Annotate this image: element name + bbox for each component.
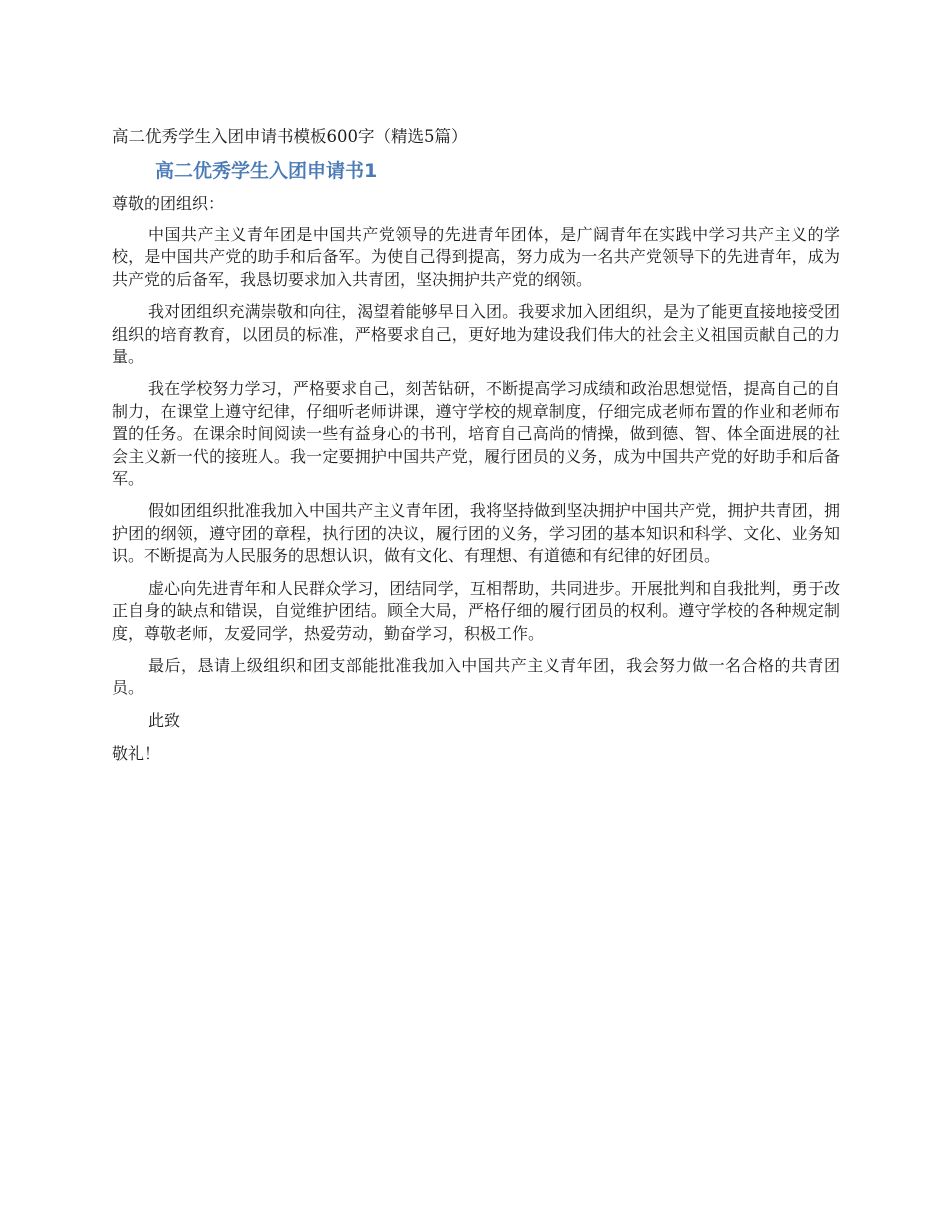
body-paragraph-6: 最后，恳请上级组织和团支部能批准我加入中国共产主义青年团，我会努力做一名合格的共青团员。 (112, 655, 840, 698)
body-paragraph-4: 假如团组织批准我加入中国共产主义青年团，我将坚持做到坚决拥护中国共产党，拥护共青团，拥护团的纲领，遵守团的章程，执行团的决议，履行团的义务，学习团的基本知识和科学、文化、业务知识。不断提高为人民服务的思想认识，做有文化、有理想、有道德和有纪律的好团员。 (112, 501, 840, 566)
body-paragraph-2: 我对团组织充满崇敬和向往，渴望着能够早日入团。我要求加入团组织，是为了能更直接地接受团组织的培育教育，以团员的标准，严格要求自己，更好地为建设我们伟大的社会主义祖国贡献自己的力量。 (112, 302, 840, 367)
salutation: 尊敬的团组织： (112, 194, 225, 213)
document-page (112, 126, 840, 765)
document-title: 高二优秀学生入团申请书模板600字（精选5篇） (112, 127, 468, 146)
regards-phrase: 敬礼！ (112, 743, 161, 763)
closing-phrase: 此致 (148, 710, 181, 730)
body-paragraph-5: 虚心向先进青年和人民群众学习，团结同学，互相帮助，共同进步。开展批判和自我批判，勇于改正自身的缺点和错误，自觉维护团结。顾全大局，严格仔细的履行团员的权利。遵守学校的各种规定制度，尊敬老师，友爱同学，热爱劳动，勤奋学习，积极工作。 (112, 578, 840, 643)
body-paragraph-1: 中国共产主义青年团是中国共产党领导的先进青年团体，是广阔青年在实践中学习共产主义的学校，是中国共产党的助手和后备军。为使自己得到提高，努力成为一名共产党领导下的先进青年，成为共产党的后备军，我恳切要求加入共青团，坚决拥护共产党的纲领。 (112, 225, 840, 289)
body-paragraph-3: 我在学校努力学习，严格要求自己，刻苦钻研，不断提高学习成绩和政治思想觉悟，提高自己的自制力，在课堂上遵守纪律，仔细听老师讲课，遵守学校的规章制度，仔细完成老师布置的作业和老师布置的任务。在课余时间阅读一些有益身心的书刊，培育自己高尚的情操，做到德、智、体全面进展的社会主义新一代的接班人。我一定要拥护中国共产党，履行团员的义务，成为中国共产党的好助手和后备军。 (112, 379, 840, 489)
section-heading: 高二优秀学生入团申请书1 (155, 160, 378, 182)
